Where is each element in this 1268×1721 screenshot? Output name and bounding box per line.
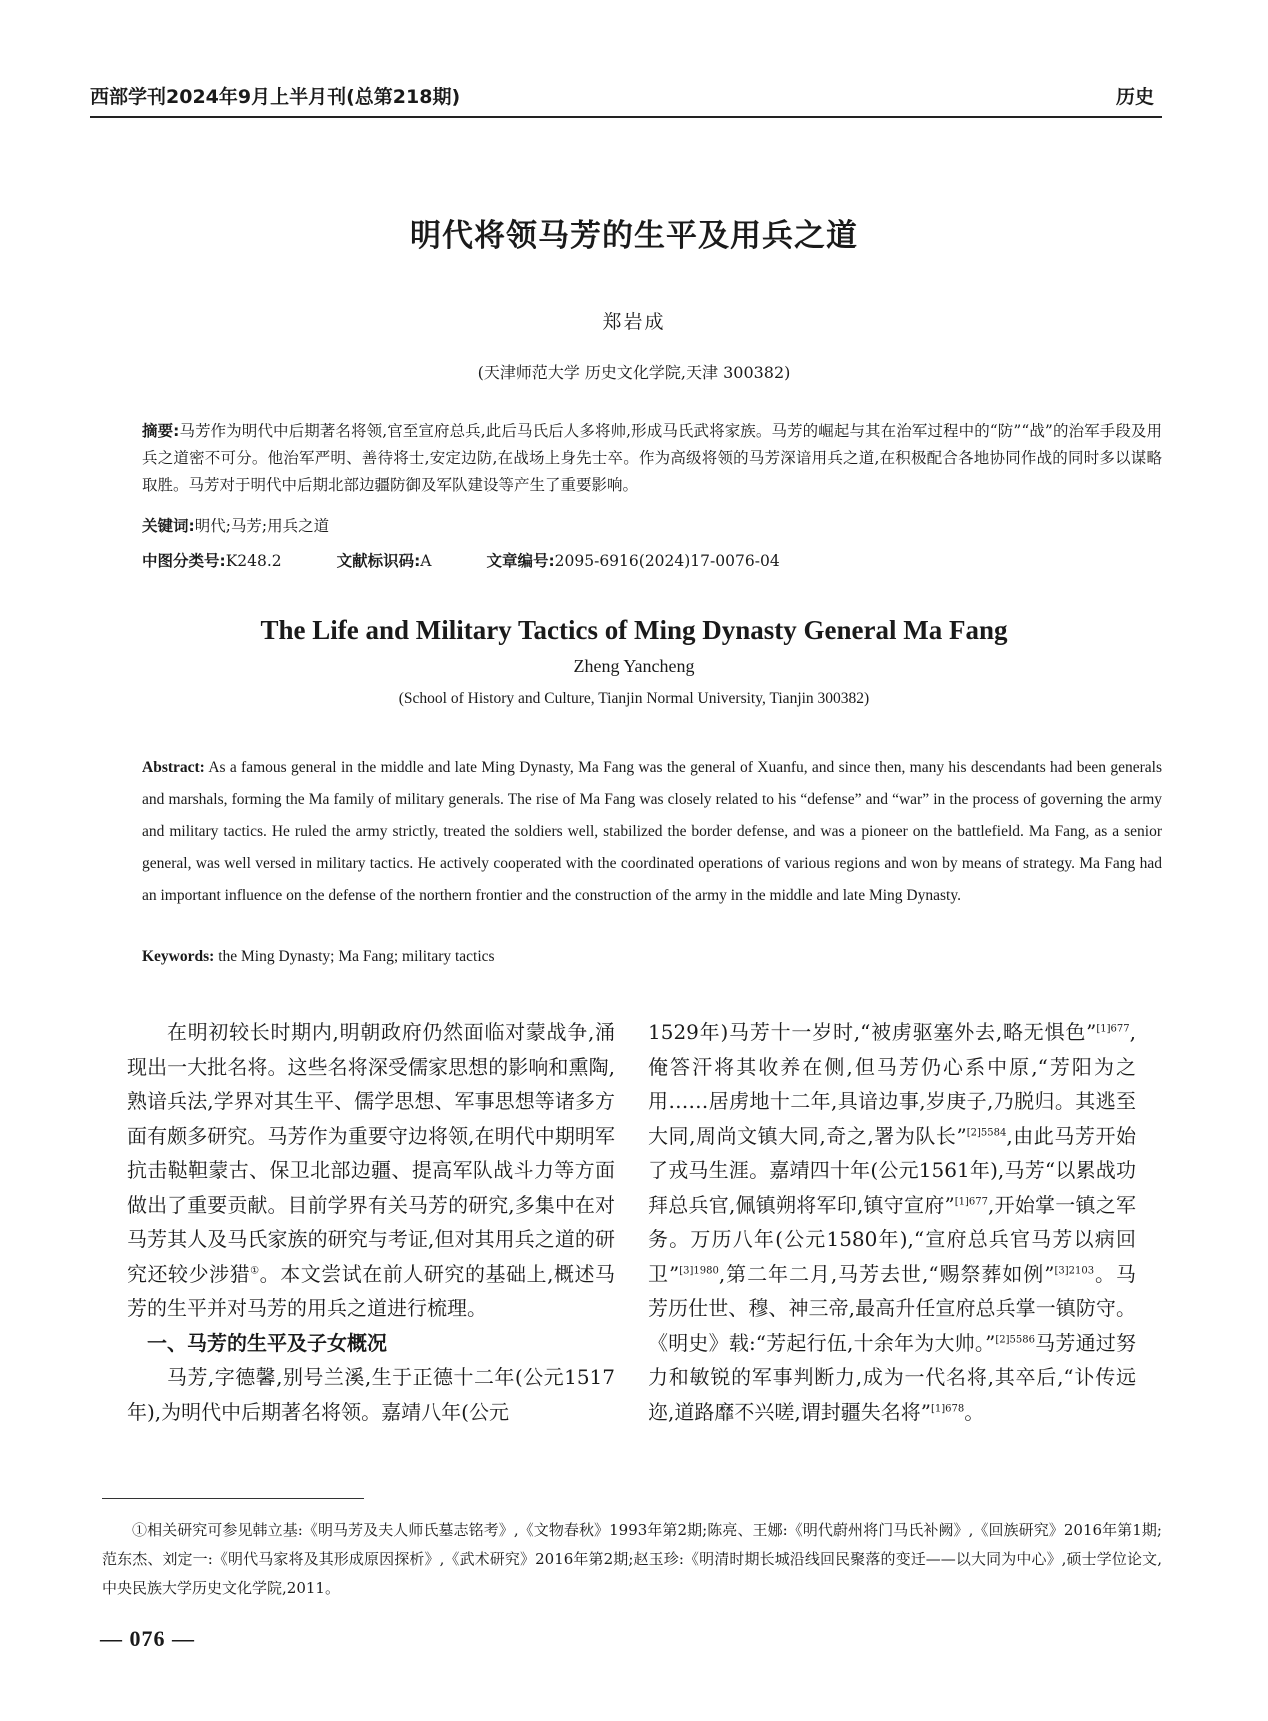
keywords-en-label: Keywords: — [142, 948, 215, 965]
article-number-value: 2095-6916(2024)17-0076-04 — [554, 552, 780, 570]
body-paragraph: 1529年)马芳十一岁时,“被虏驱塞外去,略无惧色”$^{[1]677}$,俺答汗将其收养在侧,但马芳仍心系中原,“芳阳为之用……居虏地十二年,具谙边事,岁庚子,乃脱归。其逃至大同,周尚文镇大同,奇之,署为队长”$^{[2]5584}$,由此马芳开始了戎马生涯。嘉靖四十年(公元1561年),马芳“以累战功拜总兵官,佩镇朔将军印,镇守宣府”$^{[1]677}$,开始掌一镇之军务。万历八年(公元1580年),“宣府总兵官马芳以病回卫”$^{[3]1980}$,第二年二月,马芳去世,“赐祭葬如例”$^{[3]2103}$。马芳历仕世、穆、神三帝,最高升任宣府总兵掌一镇防守。《明史》载:“芳起行伍,十余年为大帅。”$^{[2]5586}$马芳通过努力和敏锐的军事判断力,成为一代名将,其卒后,“讣传远迩,道路靡不兴嗟,谓封疆失名将”$^{[1]678}$。 — [648, 1020, 1137, 1424]
page-number: — 076 — — [100, 1626, 195, 1651]
section-heading: 一、马芳的生平及子女概况 — [147, 1330, 387, 1355]
footnote: ①相关研究可参见韩立基:《明马芳及夫人师氏墓志铭考》,《文物春秋》1993年第2期;陈亮、王娜:《明代蔚州将门马氏补阙》,《回族研究》2016年第1期;范东杰、刘定一:《明代马家将及其形成原因探析》,《武术研究》2016年第2期;赵玉珍:《明清时期长城沿线回民聚落的变迁——以大同为中心》,硕士学位论文,中央民族大学历史文化学院,2011。 — [102, 1521, 1162, 1597]
keywords-en — [142, 948, 1162, 966]
affiliation-cn: (天津师范大学 历史文化学院,天津 300382) — [477, 363, 791, 382]
keywords-en-text: the Ming Dynasty; Ma Fang; military tactics — [218, 948, 495, 965]
abstract-cn — [142, 418, 1162, 499]
keywords-cn — [142, 513, 1162, 540]
citation: [2]5584 — [966, 1126, 1007, 1138]
abstract-en — [142, 752, 1162, 912]
body-column-left — [127, 1015, 615, 1429]
article-title-cn: 明代将领马芳的生平及用兵之道 — [410, 218, 858, 254]
article-number-label: 文章编号: — [486, 552, 555, 570]
keywords-cn-text: 明代;马芳;用兵之道 — [194, 517, 330, 535]
running-header — [90, 82, 1170, 116]
doc-code-label: 文献标识码: — [336, 552, 421, 570]
body-column-right — [648, 1015, 1136, 1429]
doc-code-value: A — [420, 552, 432, 570]
citation: [3]1980 — [679, 1264, 719, 1276]
author-name-cn: 郑岩成 — [602, 311, 666, 333]
clc-value: K248.2 — [225, 552, 282, 570]
classification-line — [142, 548, 1162, 575]
author-name-en: Zheng Yancheng — [573, 656, 695, 676]
footnote-marker: ① — [250, 1264, 260, 1276]
citation: [1]677 — [1096, 1023, 1130, 1035]
abstract-en-label: Abstract: — [142, 759, 205, 776]
body-paragraph: 在明初较长时期内,明朝政府仍然面临对蒙战争,涌现出一大批名将。这些名将深受儒家思想的影响和熏陶,熟谙兵法,学界对其生平、儒学思想、军事思想等诸多方面有颇多研究。马芳作为重要守边将领,在明代中期明军抗击鞑靼蒙古、保卫北部边疆、提高军队战斗力等方面做出了重要贡献。目前学界有关马芳的研究,多集中在对马芳其人及马氏家族的研究与考证,但对其用兵之道的研究还较少涉猎①。本文尝试在前人研究的基础上,概述马芳的生平并对马芳的用兵之道进行梳理。 — [127, 1020, 616, 1320]
section-label: 历史 — [1115, 86, 1154, 108]
footnote-divider — [102, 1498, 364, 1499]
clc-label: 中图分类号: — [142, 552, 226, 570]
article-title-en: The Life and Military Tactics of Ming Dynasty General Ma Fang — [260, 615, 1008, 645]
citation: [1]677 — [954, 1195, 988, 1207]
abstract-en-text: As a famous general in the middle and late Ming Dynasty, Ma Fang was the general of Xuanfu, and since then, many his descendants had been generals and marshals, forming the Ma family of military generals. The rise of Ma Fang was closely related to his “defense” and “war” in the process of governing the army and military tactics. He ruled the army strictly, treated the soldiers well, stabilized the border defense, and was a pioneer on the battlefield. Ma Fang, as a senior general, was well versed in military tactics. He actively cooperated with the coordinated operations of various regions and won by means of strategy. Ma Fang had an important influence on the defense of the northern frontier and the construction of the army in the middle and late Ming Dynasty. — [142, 759, 1162, 904]
citation: [3]2103 — [1054, 1264, 1095, 1276]
abstract-cn-text: 马芳作为明代中后期著名将领,官至宣府总兵,此后马氏后人多将帅,形成马氏武将家族。马芳的崛起与其在治军过程中的“防”“战”的治军手段及用兵之道密不可分。他治军严明、善待将士,安定边防,在战场上身先士卒。作为高级将领的马芳深谙用兵之道,在积极配合各地协同作战的同时多以谋略取胜。马芳对于明代中后期北部边疆防御及军队建设等产生了重要影响。 — [142, 422, 1162, 494]
body-paragraph: 马芳,字德馨,别号兰溪,生于正德十二年(公元1517年),为明代中后期著名将领。嘉靖八年(公元 — [127, 1365, 615, 1424]
citation: [2]5586 — [995, 1333, 1035, 1345]
keywords-cn-label: 关键词: — [142, 517, 195, 535]
journal-issue-label: 西部学刊2024年9月上半月刊(总第218期) — [90, 86, 461, 108]
affiliation-en: (School of History and Culture, Tianjin Normal University, Tianjin 300382) — [398, 690, 870, 707]
citation: [1]678 — [930, 1402, 965, 1414]
header-divider — [90, 116, 1162, 118]
abstract-cn-label: 摘要: — [142, 422, 180, 440]
